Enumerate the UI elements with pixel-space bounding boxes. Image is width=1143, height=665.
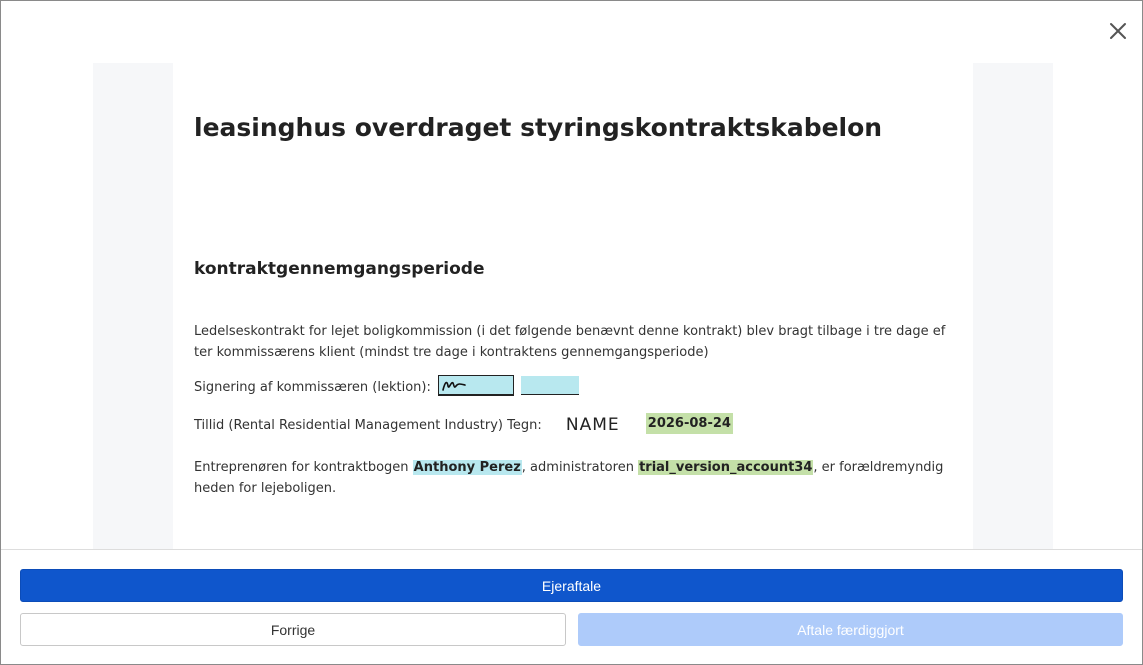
close-button[interactable] [1106, 19, 1130, 43]
contract-paragraph: Ledelseskontrakt for lejet boligkommission (i det følgende benævnt denne kontrakt) blev bragt tilbage i tre dage efter kommissærens klient (mindst tre dage i kontraktens gennemgangsperiode) [194, 324, 946, 360]
signature-field[interactable] [439, 376, 513, 395]
document-viewer[interactable] [93, 63, 1053, 549]
para3-prefix: Entreprenøren for kontraktbogen [194, 460, 413, 475]
document-page [173, 63, 973, 549]
para3-middle: , administratoren [521, 460, 639, 475]
admin-account-field[interactable]: trial_version_account34 [639, 460, 813, 475]
trust-sign-label: Tillid (Rental Residential Management Industry) Tegn: [194, 418, 542, 433]
signature-scribble-icon [441, 377, 471, 393]
previous-button[interactable]: Forrige [20, 613, 566, 646]
name-signature[interactable]: NAME [565, 415, 620, 435]
date-field[interactable]: 2026-08-24 [646, 413, 733, 434]
owner-agreement-button[interactable]: Ejeraftale [20, 569, 1123, 602]
contractor-paragraph [194, 457, 946, 499]
commissioner-signature-label: Signering af kommissæren (lektion): [194, 380, 431, 395]
close-icon [1106, 19, 1130, 43]
section-heading: kontraktgennemgangsperiode [194, 259, 485, 279]
document-title: leasinghus overdraget styringskontraktskabelon [194, 113, 883, 142]
commissioner-signature-line [194, 377, 946, 398]
dialog-footer [1, 549, 1142, 665]
trust-sign-line [194, 415, 946, 436]
agreement-completed-button[interactable]: Aftale færdiggjort [578, 613, 1123, 646]
contractor-name-field[interactable]: Anthony Perez [413, 460, 521, 475]
initials-field[interactable] [521, 376, 579, 395]
para3-suffix: , er forældremyndigheden for lejeboligen. [194, 460, 944, 496]
